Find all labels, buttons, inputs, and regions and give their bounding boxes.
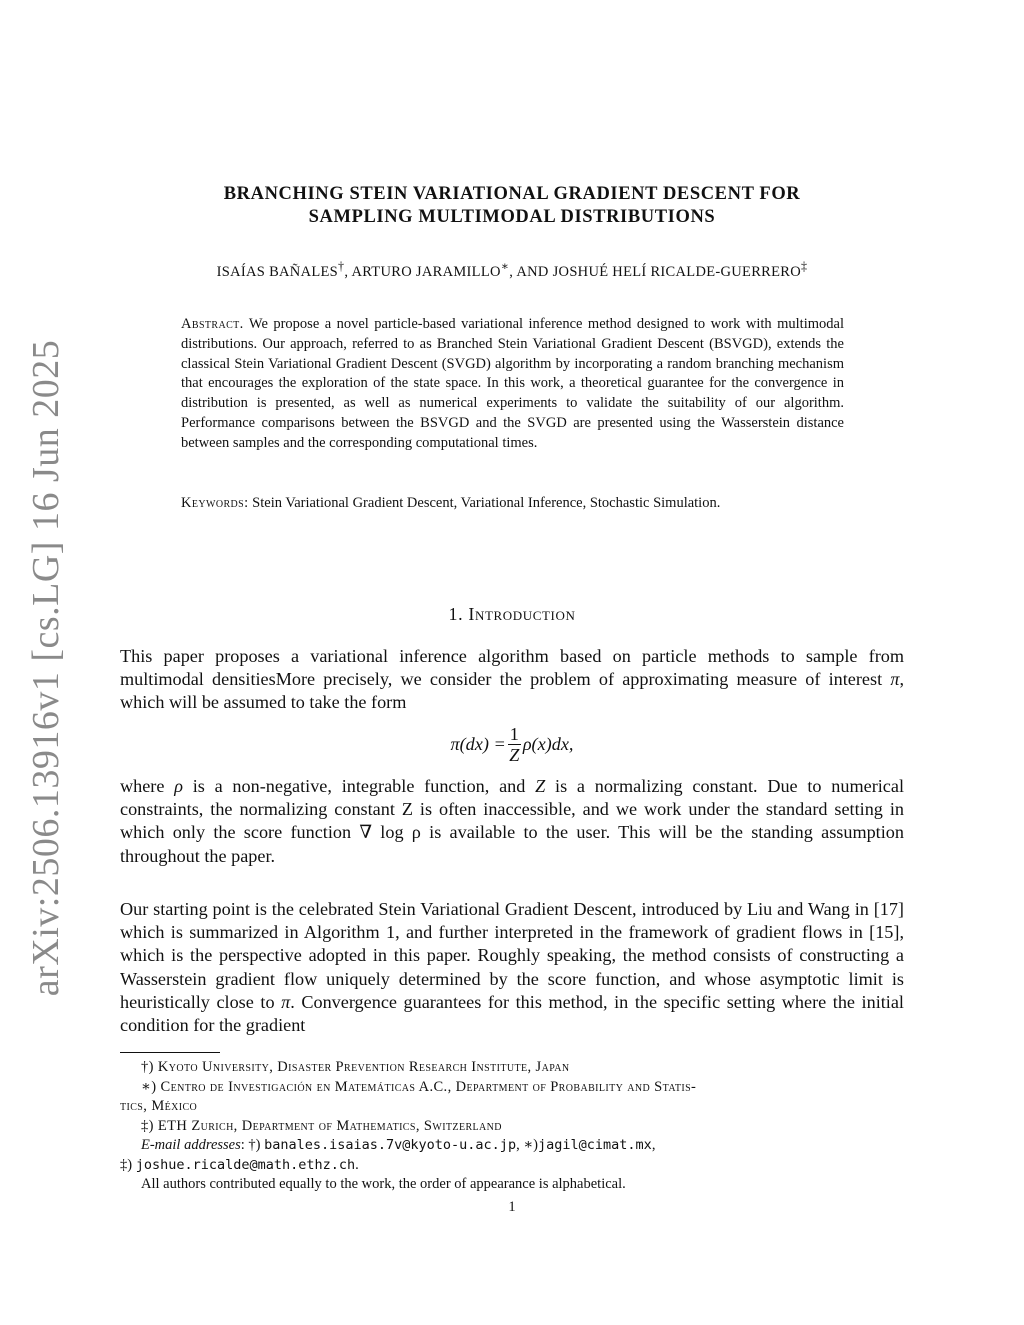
- email-link-banales[interactable]: banales.isaias.7v@kyoto-u.ac.jp: [264, 1137, 517, 1153]
- paragraph-2-text-1: where: [120, 776, 175, 796]
- keywords: [181, 494, 844, 514]
- footnote-emails-cont: [120, 1156, 904, 1176]
- footnote-affiliation-eth: ‡) ETH Zurich, Department of Mathematics, Switzerland: [141, 1117, 502, 1134]
- page-number: 1: [508, 1199, 516, 1215]
- keywords-text: Stein Variational Gradient Descent, Variational Inference, Stochastic Simulation.: [252, 495, 721, 511]
- score-function-symbol: ∇ log ρ: [359, 822, 421, 843]
- rho-symbol: ρ: [174, 776, 183, 796]
- paragraph-1-text-b: , which will be assumed to take the form: [120, 669, 904, 713]
- title-line-2: SAMPLING MULTIMODAL DISTRIBUTIONS: [308, 207, 716, 227]
- footnote-affiliation-kyoto: †) Kyoto University, Disaster Prevention Research Institute, Japan: [141, 1059, 570, 1075]
- paragraph-2: [120, 775, 904, 868]
- paragraph-1-text-a: This paper proposes a variational inference algorithm based on particle methods to sample from multimodal densitiesMore precisely, we consider the problem of approximating measure of interest: [120, 646, 904, 690]
- footnote-contribution-note: All authors contributed equally to the work, the order of appearance is alphabetical.: [141, 1176, 626, 1192]
- footnote-affiliation-cimat-cont: tics, México: [120, 1098, 198, 1114]
- footnotes: [120, 1058, 904, 1195]
- keywords-label: Keywords:: [181, 495, 249, 511]
- paragraph-3: [120, 898, 904, 1037]
- email-link-ricalde[interactable]: joshue.ricalde@math.ethz.ch: [135, 1156, 356, 1173]
- paragraph-3-text-1: Our starting point is the celebrated Stein Variational Gradient Descent, introduced by Liu and Wang in [17] which is summarized in Algorithm 1, and further interpreted in the framework of gradient flows in [15], which is the perspective adopted in this paper. Roughly speaking, the method consists of constructing a Wasserstein gradient flow uniquely determined by the score function, and whose asymptotic limit is heuristically close to: [120, 899, 904, 1012]
- section-number: 1.: [448, 604, 464, 624]
- section-title: Introduction: [468, 604, 576, 624]
- display-equation: [120, 718, 904, 770]
- author-list: ISAÍAS BAÑALES†, ARTURO JARAMILLO∗, AND JOSHUÉ HELÍ RICALDE-GUERRERO‡: [216, 259, 808, 280]
- abstract-label: Abstract.: [181, 316, 244, 332]
- author-3: AND JOSHUÉ HELÍ RICALDE-GUERRERO: [516, 263, 802, 280]
- author-3-mark: ‡: [801, 259, 808, 273]
- arxiv-identifier-stamp: arXiv:2506.13916v1 [cs.LG] 16 Jun 2025: [25, 339, 67, 997]
- email-link-jagil[interactable]: jagil@cimat.mx: [538, 1137, 652, 1153]
- author-2: ARTURO JARAMILLO: [351, 263, 501, 280]
- pi-symbol-2: π: [281, 991, 291, 1012]
- equation-lhs: π(dx) =: [450, 733, 506, 754]
- title-line-1: BRANCHING STEIN VARIATIONAL GRADIENT DESCENT FOR: [223, 184, 801, 204]
- paragraph-1: [120, 645, 904, 715]
- author-1: ISAÍAS BAÑALES: [216, 263, 339, 280]
- z-symbol: Z: [535, 776, 546, 796]
- email3-prefix: ‡): [120, 1156, 136, 1173]
- footnote-affiliation-cimat: ∗) Centro de Investigación en Matemáticas A.C., Department of Probability and Statis-: [141, 1078, 697, 1095]
- email-separator-end: ,: [651, 1137, 656, 1153]
- author-2-mark: ∗: [500, 259, 510, 273]
- footnote-emails: [120, 1136, 904, 1156]
- section-heading-introduction: [120, 604, 904, 625]
- equation-fraction: [508, 724, 521, 765]
- paragraph-2-text-3: is a normalizing constant. Due to numerical constraints, the normalizing constant Z is often inaccessible, and we work under the standard setting in which only the score function: [120, 776, 905, 843]
- abstract: [181, 315, 844, 454]
- pi-symbol: π: [890, 669, 900, 690]
- author-1-mark: †: [338, 259, 345, 273]
- paragraph-3-text-2: . Convergence guarantees for this method, in the specific setting where the initial condition for the gradient: [120, 991, 904, 1036]
- paragraph-2-text-4: is available to the user. This will be the standing assumption throughout the paper.: [120, 822, 904, 866]
- email-separator: , ∗): [516, 1137, 539, 1153]
- paper-title: [150, 183, 874, 229]
- abstract-text: We propose a novel particle-based variational inference method designed to work with multimodal distributions. Our approach, referred to as Branched Stein Variational Gradient Descent (BSVGD), extends the classical Stein Variational Gradient Descent (SVGD) algorithm by incorporating a random branching mechanism that encourages the exploration of the state space. In this work, a theoretical guarantee for the convergence in distribution is presented, as well as numerical experiments to validate the suitability of our algorithm. Performance comparisons between the BSVGD and the SVGD are presented using the Wasserstein distance between samples and the corresponding computational times.: [181, 316, 844, 451]
- footnote-divider: [120, 1052, 220, 1053]
- email3-end: .: [355, 1156, 359, 1173]
- fraction-denominator: Z: [509, 744, 520, 765]
- fraction-numerator: 1: [509, 723, 519, 744]
- email-colon: : †): [240, 1137, 265, 1153]
- email-label: E-mail addresses: [141, 1137, 241, 1153]
- equation-rhs: ρ(x)dx,: [522, 733, 574, 754]
- paragraph-2-text-2: is a non-negative, integrable function, and: [182, 776, 536, 796]
